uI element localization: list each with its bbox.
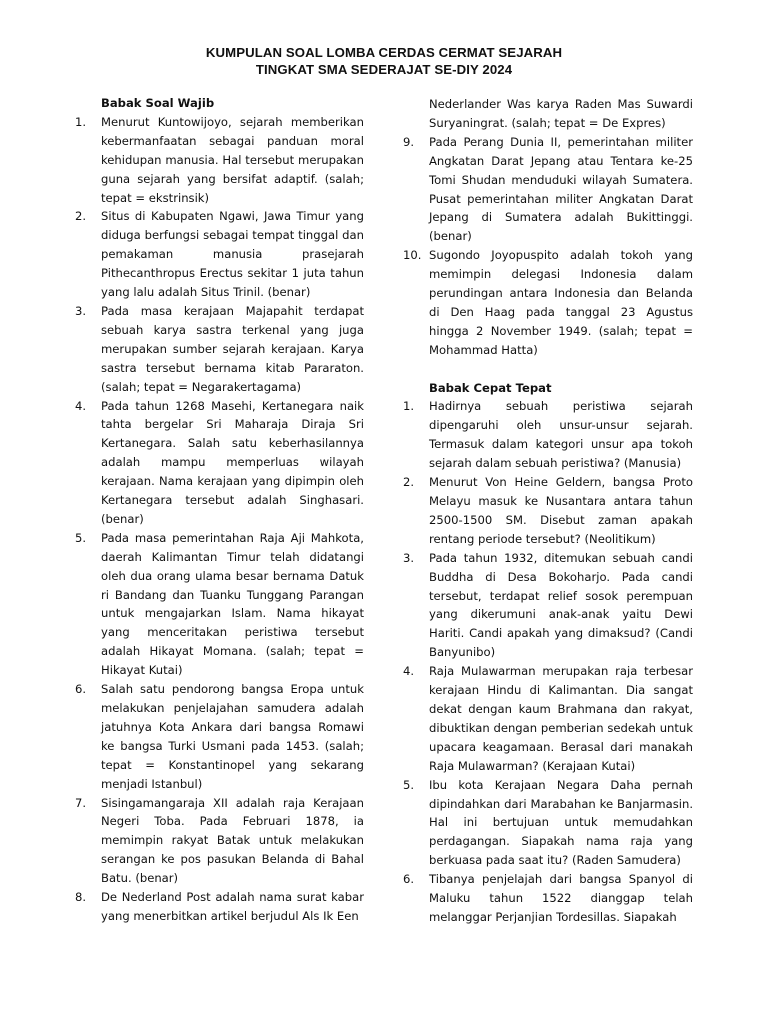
item-number: 8. [75,890,87,905]
item-text: Pada tahun 1268 Masehi, Kertanegara naik tahta bergelar Sri Maharaja Diraja Sri Kertanegara. Salah satu keberhasilannya adalah mampu memperluas wilayah kerajaan. Nama kerajaan yang dipimpin oleh Kertanegara tersebut adalah Singhasari. (benar) [101,398,364,526]
list-item [75,302,364,397]
list-item [75,680,364,793]
item-number: 2. [403,475,415,490]
item-number: 4. [403,664,415,679]
item-number: 1. [75,114,87,129]
document-title [0,44,768,78]
title-line-1: KUMPULAN SOAL LOMBA CERDAS CERMAT SEJARAH [205,45,563,60]
item-number: 7. [75,795,87,810]
item-number: 6. [403,872,415,887]
left-column [75,94,364,926]
item-number: 4. [75,398,87,413]
list-item [75,888,364,926]
item-number: 5. [403,777,415,792]
list-item [403,662,693,775]
list-item [403,870,693,927]
list-item [75,113,364,208]
item-text: Pada masa pemerintahan Raja Aji Mahkota, daerah Kalimantan Timur telah didatangi oleh dua orang ulama besar bernama Datuk ri Bandang dan Tuanku Tunggang Parangan untuk mengajarkan Islam. Nama hikayat yang menceritakan peristiwa tersebut adalah Hikayat Momana. (salah; tepat = Hikayat Kutai) [101,530,364,678]
item-text: Sugondo Joyopuspito adalah tokoh yang memimpin delegasi Indonesia dalam perundingan antara Indonesia dan Belanda di Den Haag pada tanggal 23 Agustus hingga 2 November 1949. (salah; tepat = Mohammad Hatta) [429,248,693,357]
item-text: Situs di Kabupaten Ngawi, Jawa Timur yang diduga berfungsi sebagai tempat tinggal dan pemakaman manusia prasejarah Pithecanthropus Erectus sekitar 1 juta tahun yang lalu adalah Situs Trinil. (benar) [101,209,364,300]
item-text: De Nederland Post adalah nama surat kabar yang menerbitkan artikel berjudul Als Ik Een [101,890,364,923]
item-text: Raja Mulawarman merupakan raja terbesar kerajaan Hindu di Kalimantan. Dia sangat dekat dengan kaum Brahmana dan rakyat, dibuktikan dengan pemberian sedekah untuk upacara keagamaan. Berasal dari manakah Raja Mulawarman? (Kerajaan Kutai) [429,664,693,773]
item-number: 6. [75,682,87,697]
item-number: 3. [75,303,87,318]
section-spacer [403,360,693,379]
item-text: Sisingamangaraja XII adalah raja Kerajaan Negeri Toba. Pada Februari 1878, ia memimpin rakyat Batak untuk melakukan serangan ke pos pasukan Belanda di Bahal Batu. (benar) [101,795,364,886]
item-number: 1. [403,399,415,414]
list-item [403,549,693,662]
item-number: 9. [403,134,415,149]
list-item [403,397,693,473]
item-text: Ibu kota Kerajaan Negara Daha pernah dipindahkan dari Marabahan ke Banjarmasin. Hal ini bertujuan untuk memudahkan perdagangan. Siapakah nama raja yang berkuasa pada saat itu? (Raden Samudera) [429,777,693,868]
list-item [75,794,364,889]
item-text: Hadirnya sebuah peristiwa sejarah dipengaruhi oleh unsur-unsur sejarah. Termasuk dalam kategori unsur apa tokoh sejarah dalam sebuah peristiwa? (Manusia) [429,399,693,471]
list-item [403,246,693,359]
item-text: Salah satu pendorong bangsa Eropa untuk melakukan penjelajahan samudera adalah jatuhnya Kota Ankara dari bangsa Romawi ke bangsa Turki Usmani pada 1453. (salah; tepat = Konstantinopel yang sekarang menjadi Istanbul) [101,682,364,791]
list-item [75,207,364,302]
item-number: 5. [75,530,87,545]
item-text: Menurut Von Heine Geldern, bangsa Proto Melayu masuk ke Nusantara antara tahun 2500-1500 SM. Disebut zaman apakah rentang periode tersebut? (Neolitikum) [429,475,693,546]
item-number: 2. [75,209,87,224]
list-item [75,397,364,529]
item-continuation: Nederlander Was karya Raden Mas Suwardi Suryaningrat. (salah; tepat = De Expres) [429,97,693,130]
section-heading-soal-wajib: Babak Soal Wajib [101,96,215,110]
title-line-2: TINGKAT SMA SEDERAJAT SE-DIY 2024 [255,62,513,77]
item-text: Menurut Kuntowijoyo, sejarah memberikan kebermanfaatan sebagai panduan moral kehidupan manusia. Hal tersebut merupakan guna sejarah yang bersifat adaptif. (salah; tepat = ekstrinsik) [101,114,364,205]
item-number: 10. [403,248,422,263]
item-text: Pada tahun 1932, ditemukan sebuah candi Buddha di Desa Bokoharjo. Pada candi tersebut, terdapat relief sosok perempuan yang dikerumuni anak-anak yaitu Dewi Hariti. Candi apakah yang dimaksud? (Candi Banyunibo) [429,550,693,660]
right-column [403,95,693,927]
list-item [403,776,693,871]
item-text: Pada Perang Dunia II, pemerintahan militer Angkatan Darat Jepang atau Tentara ke-25 Tomi Shudan menduduki wilayah Sumatera. Pusat pemerintahan militer Angkatan Darat Jepang di Sumatera adalah Bukittinggi. (benar) [429,134,693,244]
section-heading-cepat-tepat: Babak Cepat Tepat [429,380,552,395]
item-text: Tibanya penjelajah dari bangsa Spanyol di Maluku tahun 1522 dianggap telah melanggar Perjanjian Tordesillas. Siapakah [429,872,693,924]
list-item [403,133,693,246]
list-item [75,529,364,680]
item-number: 3. [403,550,415,565]
list-item [403,473,693,549]
item-text: Pada masa kerajaan Majapahit terdapat sebuah karya sastra terkenal yang juga merupakan sumber sejarah kerajaan. Karya sastra tersebut bernama kitab Pararaton. (salah; tepat = Negarakertagama) [101,303,364,394]
